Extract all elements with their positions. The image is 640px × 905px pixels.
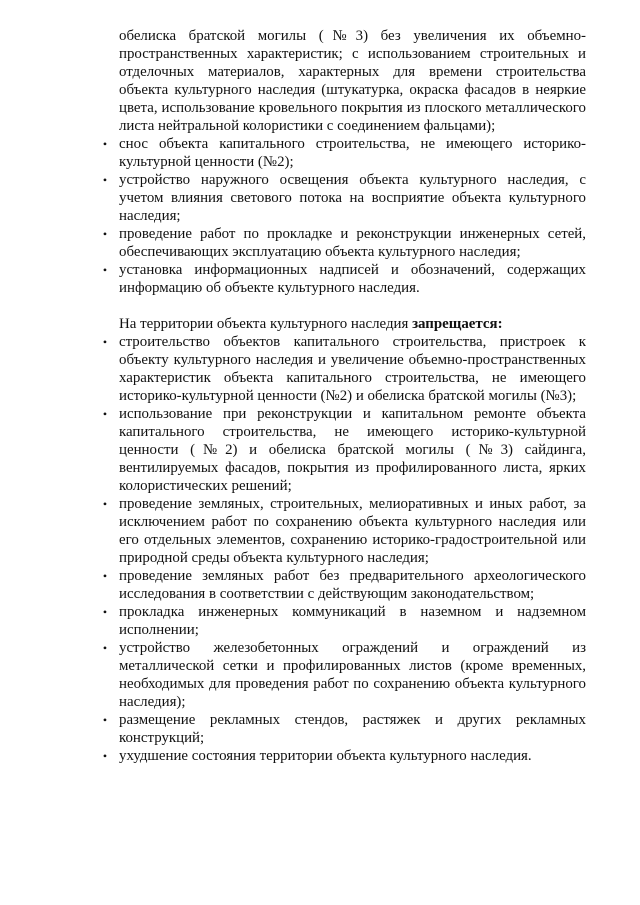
bullet-icon: • — [102, 749, 108, 763]
list-item — [102, 225, 586, 261]
bullet-icon: • — [102, 137, 108, 151]
bullet-icon: • — [102, 335, 108, 349]
list-item-text: проведение земляных, строительных, мелиоративных и иных работ, за исключением работ по сохранению объекта культурного наследия или его отдельных элементов, сохранению историко-градостроительной или природной среды объекта культурного наследия; — [119, 496, 586, 566]
bullet-icon: • — [102, 605, 108, 619]
list-item — [102, 135, 586, 171]
prohibited-heading — [119, 315, 586, 333]
list-item — [102, 405, 586, 495]
bullet-icon: • — [102, 173, 108, 187]
list-item-text: строительство объектов капитального строительства, пристроек к объекту культурного наследия и увеличение объемно-пространственных характеристик объекта капитального строительства, не имеющего историко-культурной ценности (№2) и обелиска братской могилы (№3); — [119, 334, 586, 404]
bullet-icon: • — [102, 497, 108, 511]
list-item — [102, 567, 586, 603]
list-item-text: ухудшение состояния территории объекта культурного наследия. — [119, 748, 532, 764]
list-item-text: устройство железобетонных ограждений и ограждений из металлической сетки и профилированных листов (кроме временных, необходимых для проведения работ по сохранению объекта культурного наследия); — [119, 640, 586, 710]
list-item-text: проведение работ по прокладке и реконструкции инженерных сетей, обеспечивающих эксплуатацию объекта культурного наследия; — [119, 226, 586, 260]
list-item-text: проведение земляных работ без предварительного археологического исследования в соответствии с действующим законодательством; — [119, 568, 586, 602]
paragraph-spacer — [119, 297, 586, 315]
list-item — [102, 711, 586, 747]
list-item — [102, 171, 586, 225]
prohibited-works-list — [102, 333, 586, 765]
list-item-text: установка информационных надписей и обозначений, содержащих информацию об объекте культурного наследия. — [119, 262, 586, 296]
document-page — [102, 27, 586, 765]
prohibited-intro-text: На территории объекта культурного наследия — [119, 316, 413, 332]
list-item-text: размещение рекламных стендов, растяжек и других рекламных конструкций; — [119, 712, 586, 746]
continuation-paragraph: обелиска братской могилы (№3) без увеличения их объемно-пространственных характеристик; с использованием строительных и отделочных материалов, характерных для времени строительства объекта культурного наследия (штукатурка, окраска фасадов в неяркие цвета, использование кровельного покрытия из плоского металлического листа нейтральной колористики с соединением фальцами); — [119, 28, 586, 134]
prohibited-bold-text: запрещается: — [412, 316, 503, 332]
list-item-text: прокладка инженерных коммуникаций в наземном и надземном исполнении; — [119, 604, 586, 638]
list-item-text: снос объекта капитального строительства, не имеющего историко-культурной ценности (№2); — [119, 136, 586, 170]
bullet-icon: • — [102, 641, 108, 655]
list-item — [102, 639, 586, 711]
list-item — [102, 495, 586, 567]
list-item — [102, 261, 586, 297]
list-item-text: использование при реконструкции и капитальном ремонте объекта капитального строительства, не имеющего историко-культурной ценности (№2) и обелиска братской могилы (№3) сайдинга, вентилируемых фасадов, покрытия из профилированного листа, ярких колористических решений; — [119, 406, 586, 494]
bullet-icon: • — [102, 227, 108, 241]
bullet-icon: • — [102, 263, 108, 277]
bullet-icon: • — [102, 713, 108, 727]
list-item — [102, 333, 586, 405]
allowed-works-list — [102, 135, 586, 297]
list-item — [102, 603, 586, 639]
bullet-icon: • — [102, 569, 108, 583]
list-item — [102, 747, 586, 765]
list-item-text: устройство наружного освещения объекта культурного наследия, с учетом влияния светового потока на восприятие объекта культурного наследия; — [119, 172, 586, 224]
bullet-icon: • — [102, 407, 108, 421]
